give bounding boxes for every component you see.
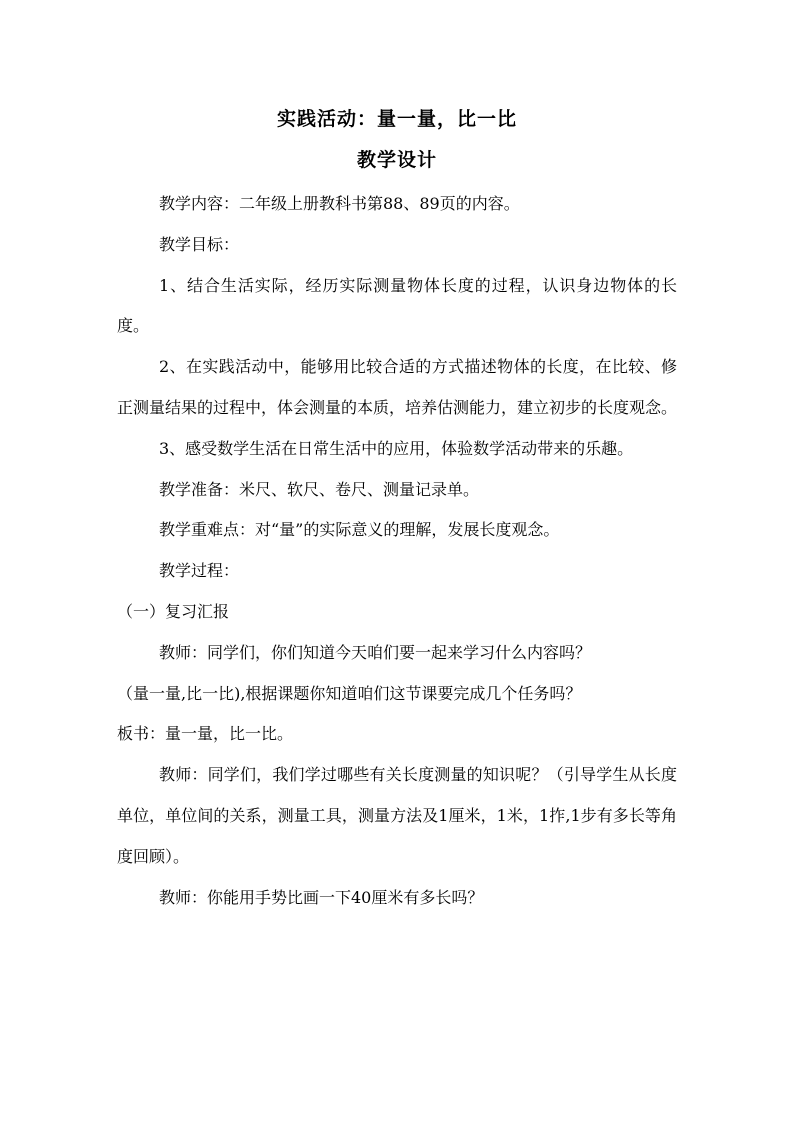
- document-subtitle: 教学设计: [356, 149, 437, 171]
- section-heading-review: （一）复习汇报: [117, 601, 230, 621]
- paragraph-goal-3: 3、感受数学生活在日常生活中的应用，体验数学活动带来的乐趣。: [159, 438, 634, 458]
- document-body: [117, 184, 677, 918]
- paragraph-goal-2: 2、在实践活动中，能够用比较合适的方式描述物体的长度，在比较、修正测量结果的过程中，体会测量的本质，培养估测能力，建立初步的长度观念。: [117, 357, 678, 417]
- paragraph-topic-question: （量一量,比一比),根据课题你知道咱们这节课要完成几个任务吗？: [117, 683, 582, 703]
- paragraph-teacher-question-3: 教师：你能用手势比画一下40厘米有多长吗？: [159, 887, 484, 907]
- paragraph-teacher-question-1: 教师：同学们，你们知道今天咱们要一起来学习什么内容吗？: [159, 642, 592, 662]
- paragraph-teaching-process-heading: 教学过程：: [159, 561, 240, 581]
- paragraph-teaching-goals-heading: 教学目标：: [159, 234, 240, 254]
- paragraph-teaching-preparation: 教学准备：米尺、软尺、卷尺、测量记录单。: [159, 479, 480, 499]
- paragraph-teaching-content: 教学内容：二年级上册教科书第88、89页的内容。: [159, 194, 520, 213]
- paragraph-board-writing: 板书：量一量，比一比。: [117, 724, 294, 744]
- paragraph-teacher-question-2: 教师：同学们，我们学过哪些有关长度测量的知识呢？（引导学生从长度单位，单位间的关系，测量工具，测量方法及1厘米，1米，1拃,1步有多长等角度回顾）。: [117, 765, 677, 866]
- paragraph-goal-1: 1、结合生活实际，经历实际测量物体长度的过程，认识身边物体的长度。: [117, 275, 677, 336]
- paragraph-key-difficulties: 教学重难点：对“量”的实际意义的理解，发展长度观念。: [159, 520, 560, 540]
- document-title: 实践活动：量一量，比一比: [276, 108, 517, 130]
